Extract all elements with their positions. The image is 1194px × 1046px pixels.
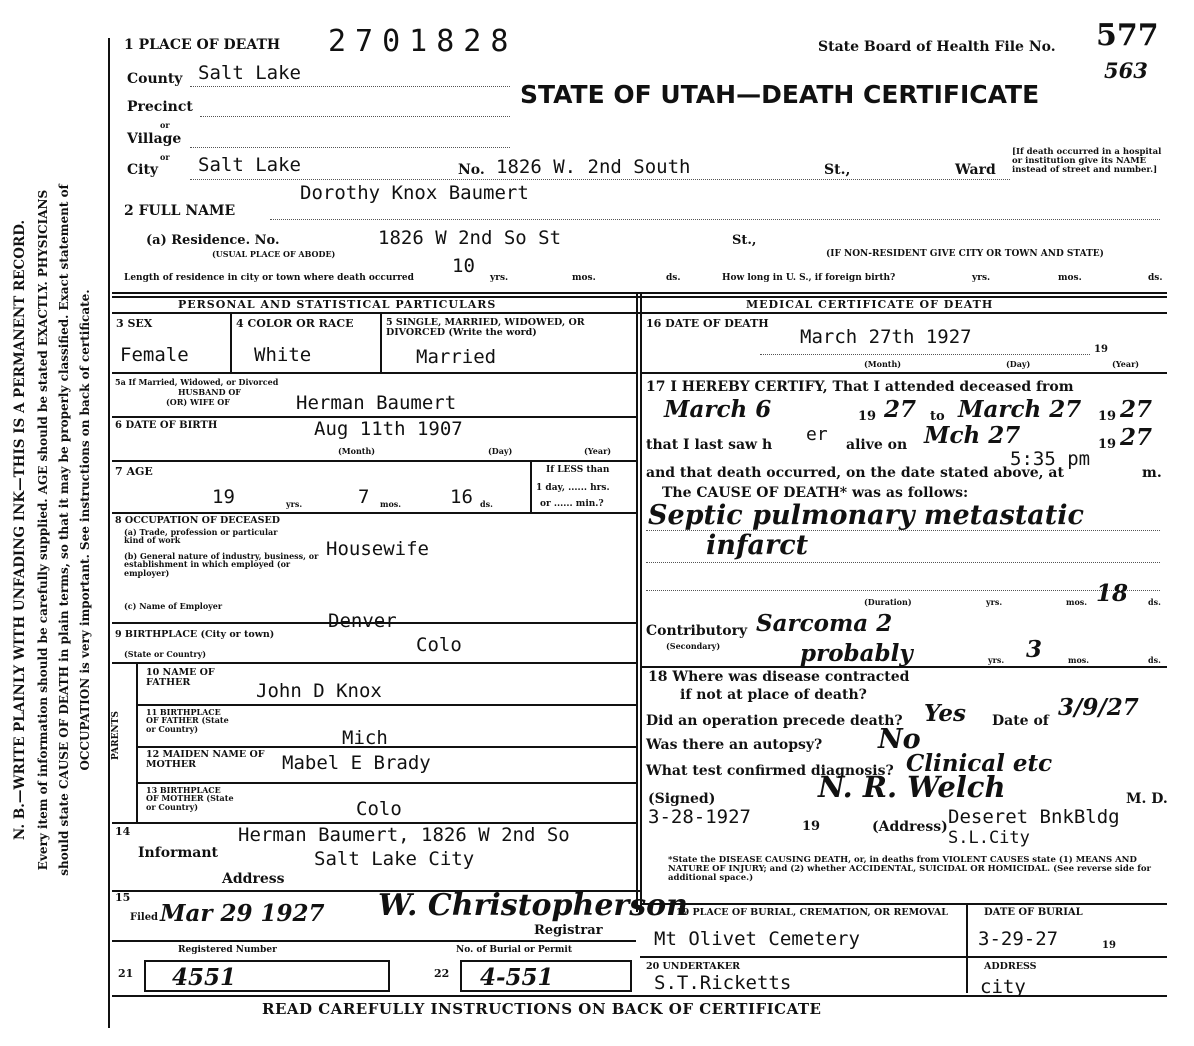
marital-value: Married (416, 346, 497, 368)
filed-date: Mar 29 1927 (160, 900, 325, 927)
burial-permit-value: 4-551 (480, 964, 554, 991)
county-line (190, 86, 510, 87)
death-month-label: (Month) (864, 359, 902, 369)
mother-value: Mabel E Brady (282, 752, 431, 774)
contrib-yrs-label: yrs. (988, 655, 1005, 665)
row-line-8 (138, 746, 636, 748)
m-label: m. (1142, 465, 1162, 481)
undertaker-value: S.T.Ricketts (654, 972, 792, 994)
duration-mos: 18 (1096, 580, 1129, 607)
medical-row-line-2 (642, 666, 1167, 668)
length-residence-value: 10 (452, 255, 475, 277)
left-border (108, 38, 110, 1028)
abode-note: (USUAL PLACE OF ABODE) (212, 249, 336, 259)
death-year-label: (Year) (1112, 359, 1140, 369)
personal-section-title: PERSONAL AND STATISTICAL PARTICULARS (178, 298, 497, 311)
reg-22-label: 22 (434, 967, 450, 980)
ward-label: Ward (955, 162, 996, 178)
sex-label: 3 SEX (116, 317, 153, 330)
burial-permit-box (460, 960, 632, 992)
mother-bp-value: Colo (356, 798, 402, 820)
full-name-line (270, 219, 1160, 220)
reg-number-box (144, 960, 390, 992)
employer-label: (c) Name of Employer (124, 601, 223, 611)
alive-on-label: alive on (846, 437, 908, 453)
parents-label: PARENTS (111, 711, 121, 760)
spouse-label-3: (OR) WIFE OF (166, 397, 230, 407)
row-line-7 (138, 704, 636, 706)
parents-divider (136, 664, 138, 822)
date-of-death-value: March 27th 1927 (800, 326, 972, 348)
row-line-1 (112, 372, 636, 374)
dob-day-label: (Day) (488, 446, 513, 456)
village-label: Village (127, 131, 182, 147)
father-bp-value: Mich (342, 727, 388, 749)
filed-label: Filed (130, 912, 159, 923)
color-value: White (254, 344, 312, 366)
occupation-b-label: (b) General nature of industry, business, or establishment in which employed (or employer) (124, 551, 319, 578)
disease-contracted-label-2: if not at place of death? (680, 687, 867, 703)
death-occurred-text: and that death occurred, on the date stated above, at (646, 465, 1064, 481)
section-title-rule (112, 312, 1167, 314)
burial-divider (966, 903, 968, 993)
signed-label: (Signed) (648, 791, 716, 807)
file-no-alt: 563 (1104, 58, 1148, 83)
undertaker-address-value: city (980, 976, 1026, 998)
age-months: 7 (358, 486, 370, 508)
marital-label: 5 SINGLE, MARRIED, WIDOWED, OR DIVORCED (Write the word) (386, 317, 585, 338)
contributory-label: Contributory (646, 623, 748, 639)
full-name-label: 2 FULL NAME (124, 203, 236, 219)
registrar-label: Registrar (534, 923, 603, 938)
spouse-label-2: HUSBAND OF (178, 387, 241, 397)
age-days: 16 (450, 486, 473, 508)
dob-label: 6 DATE OF BIRTH (115, 420, 218, 431)
row-line-6 (112, 662, 636, 664)
occupation-a-label: (a) Trade, profession or particular kind of work (124, 527, 278, 546)
age-years: 19 (212, 486, 235, 508)
mother-label: 12 MAIDEN NAME OF MOTHER (146, 749, 265, 770)
contrib-ds-label: ds. (1148, 655, 1161, 665)
attended-to-19: 19 (1098, 409, 1117, 424)
city-label: City (127, 162, 159, 178)
us-yrs: yrs. (972, 273, 991, 283)
row-line-4 (112, 512, 636, 514)
date-of-death-line (760, 354, 1090, 355)
age-yrs-label: yrs. (286, 499, 303, 509)
birthplace-label: 9 BIRTHPLACE (City or town) (115, 629, 275, 640)
to-label: to (930, 409, 945, 424)
side-instructions (4, 40, 100, 1020)
city-line (190, 179, 1010, 180)
cause-line-rule-2 (646, 562, 1160, 563)
side-note-line1: N. B.—WRITE PLAINLY WITH UNFADING INK—THIS IS A PERMANENT RECORD. (12, 219, 28, 841)
informant-number: 14 (115, 825, 131, 838)
death-day-label: (Day) (1006, 359, 1031, 369)
birthplace-city: Denver (328, 610, 397, 632)
last-saw-19: 19 (1098, 437, 1117, 452)
duration-yrs-label: yrs. (986, 597, 1003, 607)
informant-address-value: Salt Lake City (314, 848, 475, 870)
duration-label: (Duration) (864, 597, 912, 607)
father-bp-label: 11 BIRTHPLACE OF FATHER (State or Country) (146, 707, 229, 734)
attended-from: March 6 (664, 396, 772, 423)
full-name-value: Dorothy Knox Baumert (300, 182, 529, 204)
row-line-3 (112, 460, 636, 462)
cause-line-rule-1 (646, 530, 1160, 531)
birthplace-state: Colo (416, 634, 462, 656)
color-label: 4 COLOR OR RACE (236, 317, 354, 330)
last-saw-date: Mch 27 (924, 422, 1021, 449)
disease-contracted-label-1: 18 Where was disease contracted (648, 669, 910, 685)
sex-color-divider (230, 314, 232, 372)
cause-label: The CAUSE OF DEATH* was as follows: (662, 485, 969, 501)
cause-line-1: Septic pulmonary metastatic (648, 500, 1084, 531)
cause-line-rule-3 (646, 590, 1160, 591)
medical-section-title: MEDICAL CERTIFICATE OF DEATH (746, 298, 994, 311)
us-mos: mos. (1058, 273, 1082, 283)
age-less-divider (530, 462, 532, 512)
or-label-1: or (160, 120, 170, 130)
address-label: (Address) (872, 819, 948, 835)
county-label: County (127, 71, 183, 87)
column-divider (636, 294, 638, 912)
side-note-line3: should state CAUSE OF DEATH in plain terms, so that it may be properly classified. Exact statement of (57, 184, 71, 876)
precinct-label: Precinct (127, 99, 193, 115)
registrar-signature: W. Christopherson (378, 888, 688, 923)
test-label: What test confirmed diagnosis? (646, 763, 894, 779)
side-note-line2: Every item of information should be carefully supplied. AGE should be stated EXACTLY. PHYSICIANS (36, 189, 50, 871)
father-label: 10 NAME OF FATHER (146, 667, 215, 688)
nonresident-note: (IF NON-RESIDENT GIVE CITY OR TOWN AND STATE) (826, 249, 1104, 259)
burial-date-label: DATE OF BURIAL (984, 907, 1083, 918)
less-than-label: If LESS than (546, 465, 610, 475)
date-of-death-label: 16 DATE OF DEATH (646, 317, 769, 330)
certificate-title: STATE OF UTAH—DEATH CERTIFICATE (520, 80, 1040, 109)
birthplace-state-label: (State or Country) (124, 649, 207, 659)
informant-label: Informant (138, 845, 218, 861)
city-value: Salt Lake (198, 154, 301, 176)
day-hrs-label: 1 day, ...... hrs. (536, 483, 610, 493)
residence-value: 1826 W 2nd So St (378, 227, 562, 249)
age-label: 7 AGE (115, 465, 153, 478)
death-nineteen: 19 (1094, 344, 1108, 355)
undertaker-rule (640, 956, 1167, 958)
father-value: John D Knox (256, 680, 382, 702)
burial-date-value: 3-29-27 (978, 928, 1059, 950)
length-residence-label: Length of residence in city or town where death occurred (124, 273, 414, 283)
us-length-label: How long in U. S., if foreign birth? (722, 273, 896, 283)
contributory-yrs: 3 (1026, 636, 1043, 663)
occupation-value: Housewife (326, 538, 429, 560)
burial-place-label: 19 PLACE OF BURIAL, CREMATION, OR REMOVAL (676, 907, 948, 918)
spouse-label-1: 5a If Married, Widowed, or Divorced (115, 377, 279, 387)
attended-from-19: 19 (858, 409, 877, 424)
residence-st-label: St., (732, 233, 757, 248)
street-st-label: St., (824, 162, 851, 178)
date-of-label: Date of (992, 713, 1049, 729)
residence-yrs: yrs. (490, 273, 509, 283)
last-saw-year: 27 (1120, 424, 1153, 451)
sex-value: Female (120, 344, 189, 366)
row-line-12 (112, 940, 636, 942)
street-value: 1826 W. 2nd South (496, 156, 691, 178)
dob-value: Aug 11th 1907 (314, 418, 463, 440)
burial-top-rule (640, 903, 1167, 905)
file-no-label: State Board of Health File No. (818, 39, 1056, 55)
operation-value: Yes (924, 700, 967, 727)
us-ds: ds. (1148, 273, 1163, 283)
md-label: M. D. (1126, 791, 1168, 807)
duration-ds-label: ds. (1148, 597, 1161, 607)
or-label-2: or (160, 152, 170, 162)
informant-value: Herman Baumert, 1826 W 2nd So (238, 824, 570, 846)
autopsy-value: No (878, 724, 921, 755)
precinct-line (200, 116, 510, 117)
dob-month-label: (Month) (338, 446, 376, 456)
filed-number: 15 (115, 891, 131, 904)
medical-row-line (642, 372, 1167, 374)
test-value: Clinical etc (906, 750, 1053, 777)
duration-mos-label: mos. (1066, 597, 1088, 607)
burial-nineteen: 19 (1102, 940, 1116, 951)
serial-number: 2701828 (328, 24, 518, 59)
burial-permit-label: No. of Burial or Permit (456, 945, 573, 955)
side-note-line4: OCCUPATION is very important. See instructions on back of certificate. (78, 289, 92, 771)
color-marital-divider (380, 314, 382, 372)
reg-21-label: 21 (118, 967, 134, 980)
column-divider-2 (640, 294, 642, 912)
cause-line-2: infarct (706, 530, 809, 561)
operation-label: Did an operation precede death? (646, 713, 903, 729)
last-saw-text: that I last saw h (646, 437, 773, 453)
secondary-label: (Secondary) (666, 641, 721, 651)
file-no: 577 (1096, 18, 1159, 53)
attended-from-year: 27 (884, 396, 917, 423)
mother-bp-label: 13 BIRTHPLACE OF MOTHER (State or Country) (146, 785, 234, 812)
informant-address-label: Address (222, 871, 285, 887)
county-value: Salt Lake (198, 62, 301, 84)
cause-footnote: *State the DISEASE CAUSING DEATH, or, in deaths from VIOLENT CAUSES state (1) MEANS AND NATURE OF INJURY; and (2) whether ACCIDENTAL, SUICIDAL OR HOMICIDAL. (See reverse side for additional space.) (668, 855, 1152, 883)
signed-date: 3-28-1927 (648, 806, 751, 828)
or-min-label: or ...... min.? (540, 499, 604, 509)
residence-label: (a) Residence. No. (146, 233, 280, 248)
undertaker-label: 20 UNDERTAKER (646, 961, 741, 972)
dob-year-label: (Year) (584, 446, 612, 456)
signature-value: N. R. Welch (818, 770, 1006, 804)
row-line-9 (138, 782, 636, 784)
undertaker-address-label: ADDRESS (984, 961, 1037, 972)
signed-19: 19 (802, 819, 821, 834)
spouse-value: Herman Baumert (296, 392, 457, 414)
address-line-2: S.L.City (948, 828, 1030, 848)
death-time: 5:35 pm (1010, 448, 1091, 470)
reg-number-label: Registered Number (178, 945, 277, 955)
reg-number-value: 4551 (172, 964, 237, 991)
age-mos-label: mos. (380, 499, 402, 509)
residence-mos: mos. (572, 273, 596, 283)
attended-to-year: 27 (1120, 396, 1153, 423)
footer-instructions: READ CAREFULLY INSTRUCTIONS ON BACK OF CERTIFICATE (262, 1000, 822, 1018)
address-value: Deseret BnkBldg (948, 806, 1120, 828)
occupation-label: 8 OCCUPATION OF DECEASED (115, 515, 281, 526)
residence-ds: ds. (666, 273, 681, 283)
certify-text: 17 I HEREBY CERTIFY, That I attended deceased from (646, 379, 1074, 395)
attended-to: March 27 (958, 396, 1082, 423)
place-of-death-label: 1 PLACE OF DEATH (124, 37, 281, 53)
age-ds-label: ds. (480, 499, 493, 509)
contrib-mos-label: mos. (1068, 655, 1090, 665)
burial-place-value: Mt Olivet Cemetery (654, 928, 860, 950)
contributory-line-2: probably (800, 640, 913, 667)
contributory-value: Sarcoma 2 (756, 610, 893, 637)
last-saw-er: er (806, 424, 828, 445)
ward-note: [If death occurred in a hospital or institution give its NAME instead of street and number.] (1012, 147, 1162, 175)
operation-date: 3/9/27 (1058, 694, 1139, 721)
village-line (190, 147, 510, 148)
street-no-label: No. (458, 162, 485, 178)
autopsy-label: Was there an autopsy? (646, 737, 823, 753)
